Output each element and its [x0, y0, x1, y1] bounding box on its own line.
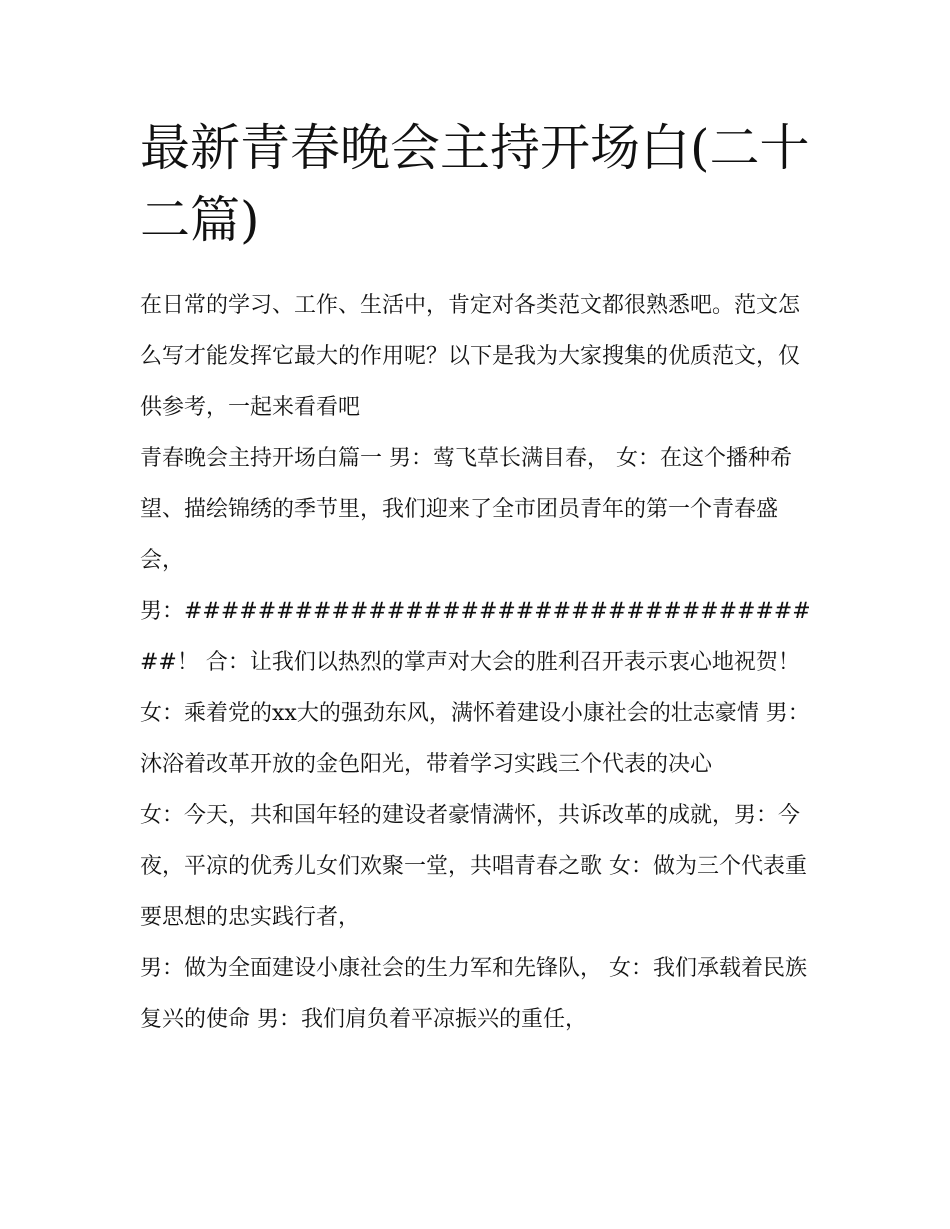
paragraph-4: 女：今天，共和国年轻的建设者豪情满怀，共诉改革的成就，男：今夜，平凉的优秀儿女们欢聚一堂，共唱青春之歌 女：做为三个代表重要思想的忠实践行者， — [140, 803, 807, 930]
paragraph-3: 女：乘着党的xx大的强劲东风，满怀着建设小康社会的壮志豪情 男：沐浴着改革开放的金色阳光，带着学习实践三个代表的决心 — [140, 701, 810, 777]
paragraph-2: 男：####################################！ 合：让我们以热烈的掌声对大会的胜利召开表示衷心地祝贺！ — [140, 599, 811, 675]
paragraph-intro: 在日常的学习、工作、生活中，肯定对各类范文都很熟悉吧。范文怎么写才能发挥它最大的作用呢？以下是我为大家搜集的优质范文，仅供参考，一起来看看吧 — [140, 293, 801, 420]
paragraph-5: 男：做为全面建设小康社会的生力军和先锋队， 女：我们承载着民族复兴的使命 男：我们肩负着平凉振兴的重任， — [140, 956, 807, 1032]
document-title: 最新青春晚会主持开场白(二十二篇) — [140, 119, 810, 249]
paragraph-1: 青春晚会主持开场白篇一 男：莺飞草长满目春， 女：在这个播种希望、描绘锦绣的季节里，我们迎来了全市团员青年的第一个青春盛会， — [140, 446, 792, 573]
document-body — [140, 280, 820, 1045]
